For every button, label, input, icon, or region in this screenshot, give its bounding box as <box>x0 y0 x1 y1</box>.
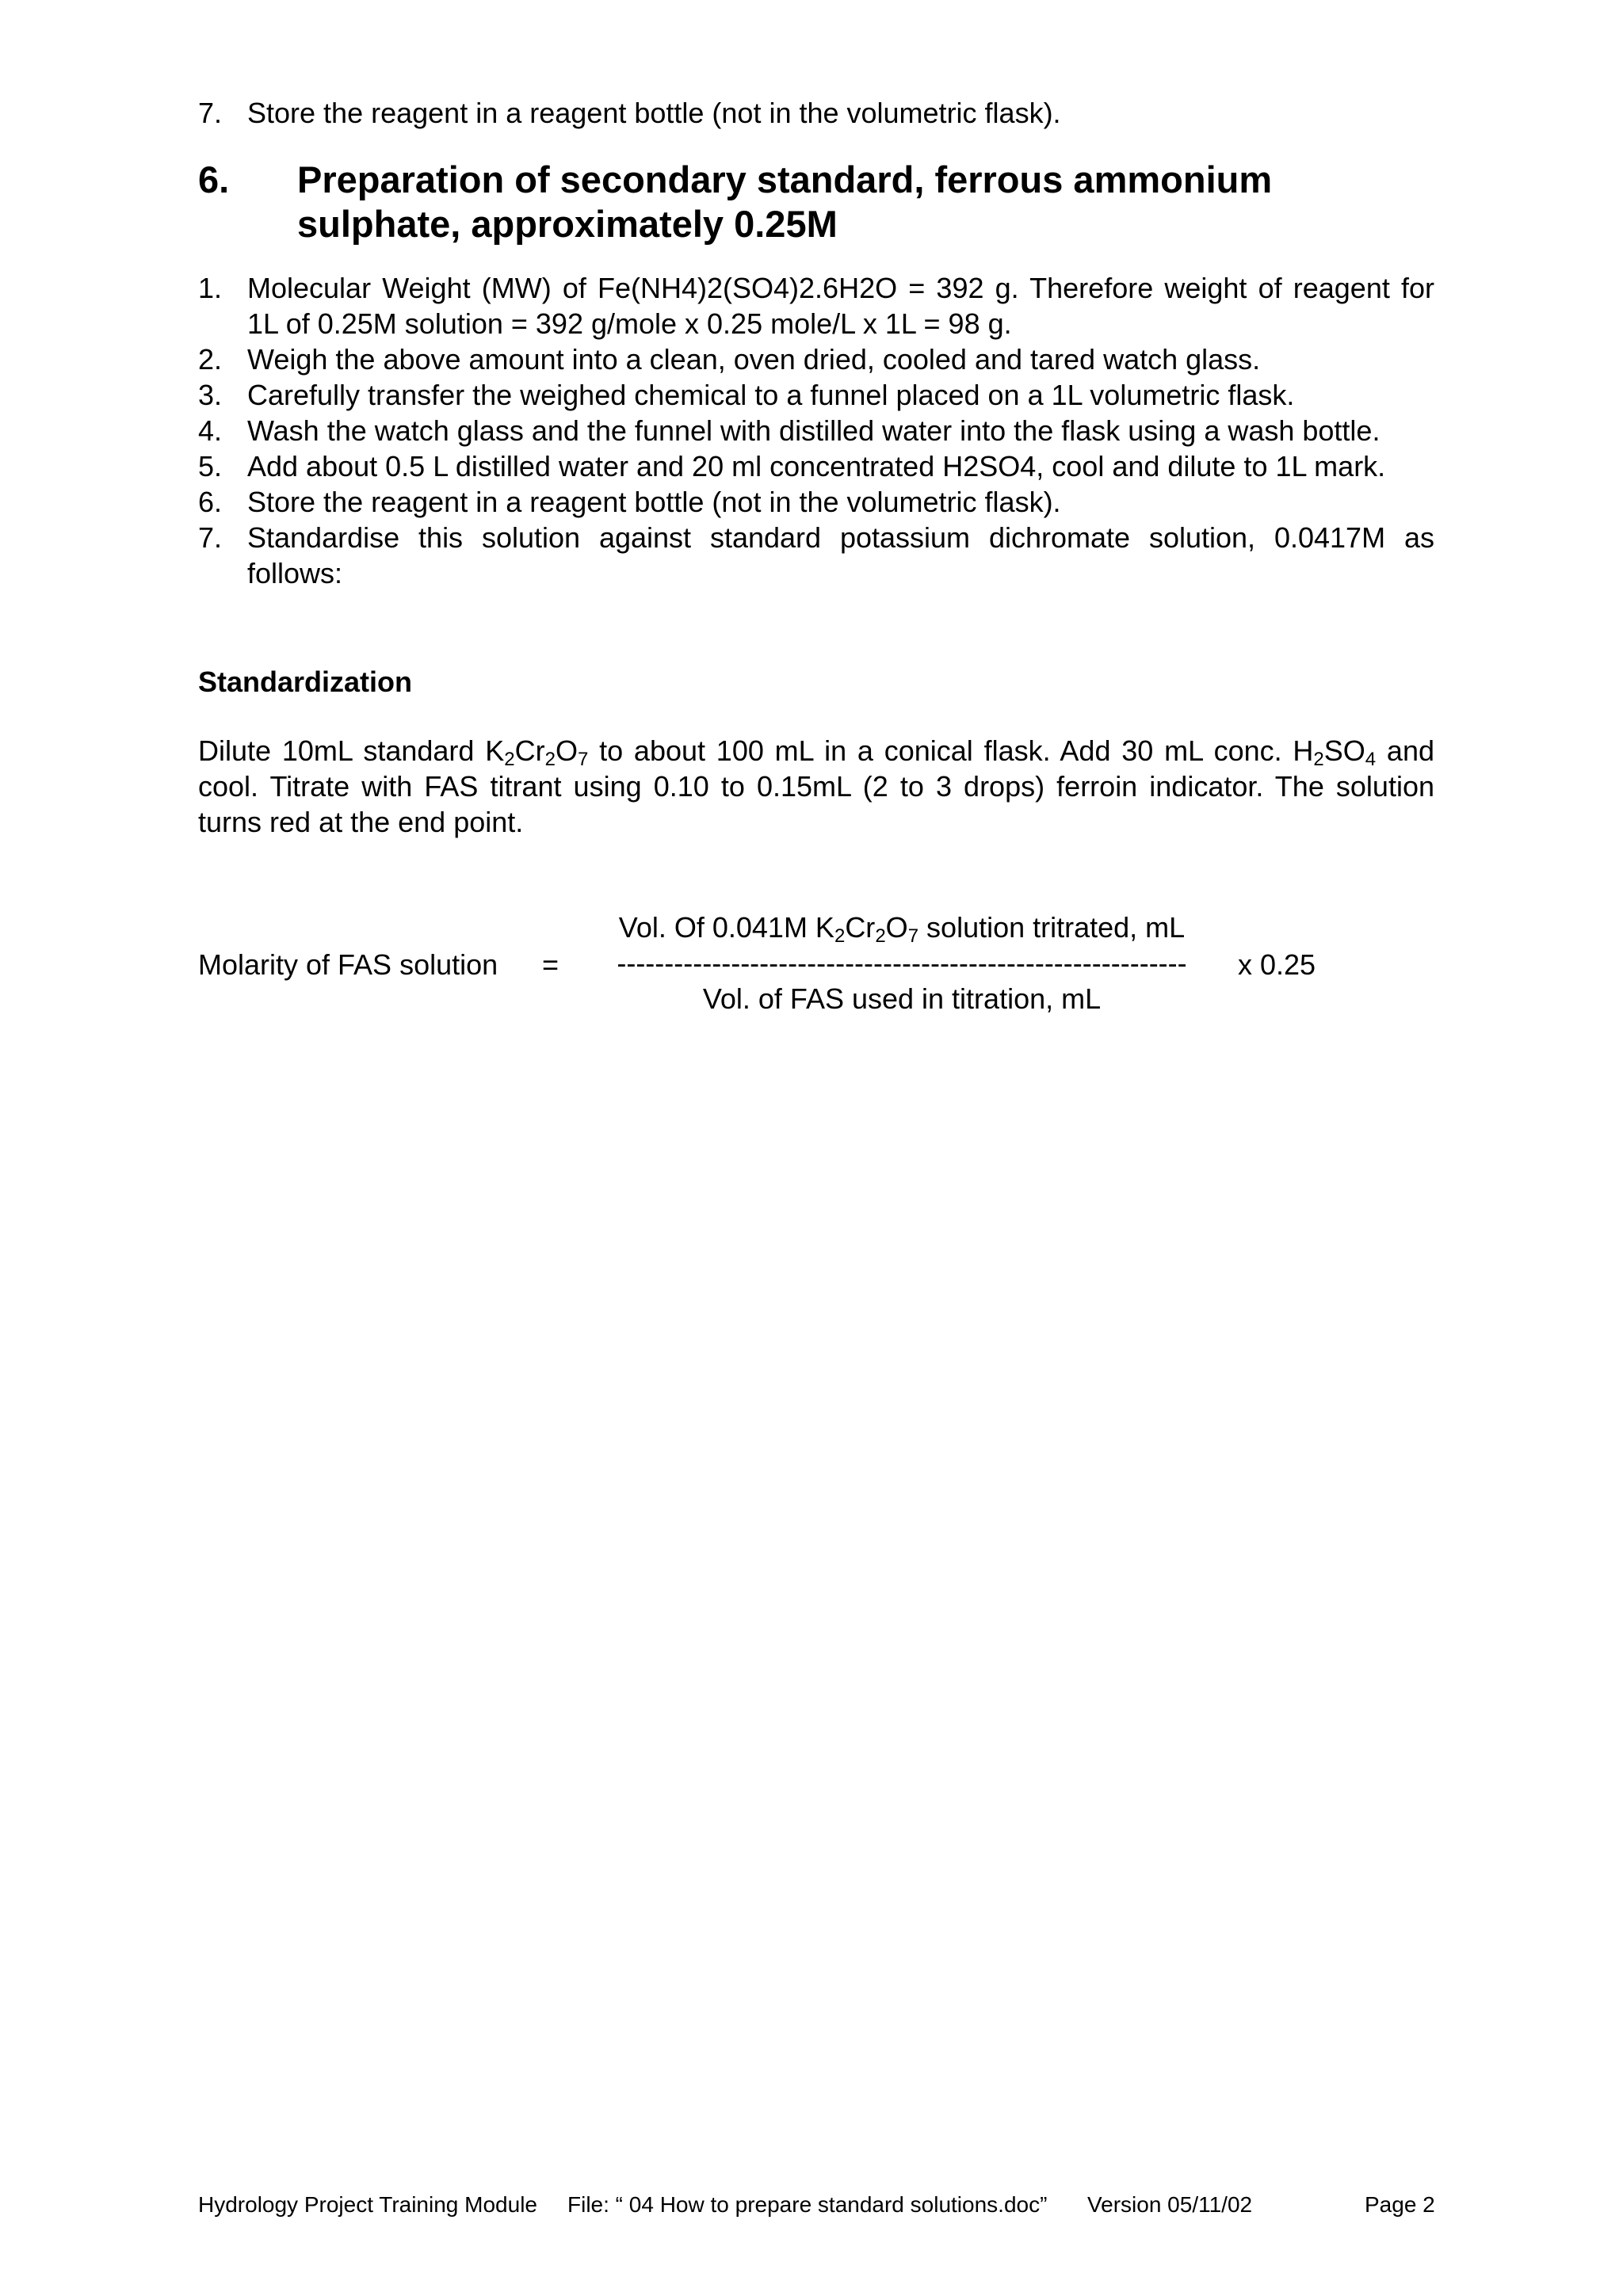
formula-fraction <box>593 910 1211 1016</box>
list-item-number: 3. <box>198 379 223 411</box>
list-item <box>198 270 1434 341</box>
para-text: and cool. Titrate with FAS titrant using 0.10 to 0.15mL (2 to 3 drops) ferroin indicator. The solution turns red at the end point. <box>198 734 1434 838</box>
para-text: O <box>555 734 578 767</box>
list-item-text: Store the reagent in a reagent bottle (not in the volumetric flask). <box>247 97 1061 129</box>
list-item-number: 6. <box>198 486 223 518</box>
list-item <box>198 484 1434 520</box>
list-item-text: Add about 0.5 L distilled water and 20 ml concentrated H2SO4, cool and dilute to 1L mark. <box>247 450 1386 482</box>
list-item-number: 5. <box>198 450 223 482</box>
list-item <box>198 520 1434 591</box>
section-title: Preparation of secondary standard, ferrous ammonium sulphate, approximately 0.25M <box>297 158 1273 245</box>
footer-module: Hydrology Project Training Module <box>198 2192 537 2217</box>
standardization-paragraph <box>198 733 1434 840</box>
list-item-number: 2. <box>198 343 223 376</box>
subscript: 4 <box>1365 749 1377 770</box>
footer-version: Version 05/11/02 <box>1087 2192 1253 2217</box>
page-content <box>198 95 1434 1020</box>
para-text: Dilute 10mL standard K <box>198 734 505 767</box>
section-number: 6. <box>198 158 230 200</box>
subscript: 2 <box>1313 749 1324 770</box>
numerator-text: O <box>885 911 908 944</box>
list-item-number: 7. <box>198 97 223 129</box>
list-item <box>198 377 1434 413</box>
list-item-text: Carefully transfer the weighed chemical to a funnel placed on a 1L volumetric flask. <box>247 379 1295 411</box>
subscript: 2 <box>875 925 886 947</box>
list-item-top <box>198 95 1434 131</box>
subscript: 2 <box>834 925 846 947</box>
footer-file: File: “ 04 How to prepare standard solutions.doc” <box>567 2192 1048 2217</box>
list-item-text: Store the reagent in a reagent bottle (not in the volumetric flask). <box>247 486 1061 518</box>
list-item-number: 7. <box>198 521 223 554</box>
list-item <box>198 413 1434 448</box>
molarity-formula <box>198 910 1434 1020</box>
subscript: 7 <box>577 749 589 770</box>
subscript: 2 <box>544 749 556 770</box>
formula-denominator: Vol. of FAS used in titration, mL <box>702 982 1102 1015</box>
formula-lhs: Molarity of FAS solution <box>198 948 498 981</box>
numerator-text: solution tritrated, mL <box>918 911 1186 944</box>
subscript: 2 <box>504 749 515 770</box>
numerator-text: Vol. Of 0.041M K <box>618 911 834 944</box>
footer-page: Page 2 <box>1365 2192 1435 2217</box>
list-item <box>198 341 1434 377</box>
fraction-divider: ------------------------------------------------------------ <box>617 947 1187 979</box>
numerator-text: Cr <box>845 911 876 944</box>
list-item <box>198 448 1434 484</box>
list-item-text: Wash the watch glass and the funnel with distilled water into the flask using a wash bottle. <box>247 414 1381 447</box>
list-item-number: 4. <box>198 414 223 447</box>
list-item-text: Weigh the above amount into a clean, oven dried, cooled and tared watch glass. <box>247 343 1261 376</box>
para-text: to about 100 mL in a conical flask. Add 30 mL conc. H <box>588 734 1314 767</box>
preparation-steps <box>198 270 1434 591</box>
subscript: 7 <box>907 925 919 947</box>
list-item-number: 1. <box>198 272 223 304</box>
formula-multiplier: x 0.25 <box>1238 948 1316 981</box>
standardization-heading: Standardization <box>198 666 413 698</box>
formula-equals: = <box>542 948 559 981</box>
list-item-text: Molecular Weight (MW) of Fe(NH4)2(SO4)2.6H2O = 392 g. Therefore weight of reagent for 1L of 0.25M solution = 392 g/mole x 0.25 mole/L x 1L = 98 g. <box>247 272 1434 340</box>
list-item-text: Standardise this solution against standard potassium dichromate solution, 0.0417M as follows: <box>247 521 1434 589</box>
para-text: Cr <box>514 734 545 767</box>
para-text: SO <box>1323 734 1365 767</box>
formula-numerator <box>593 910 1211 945</box>
section-heading <box>198 158 1434 246</box>
